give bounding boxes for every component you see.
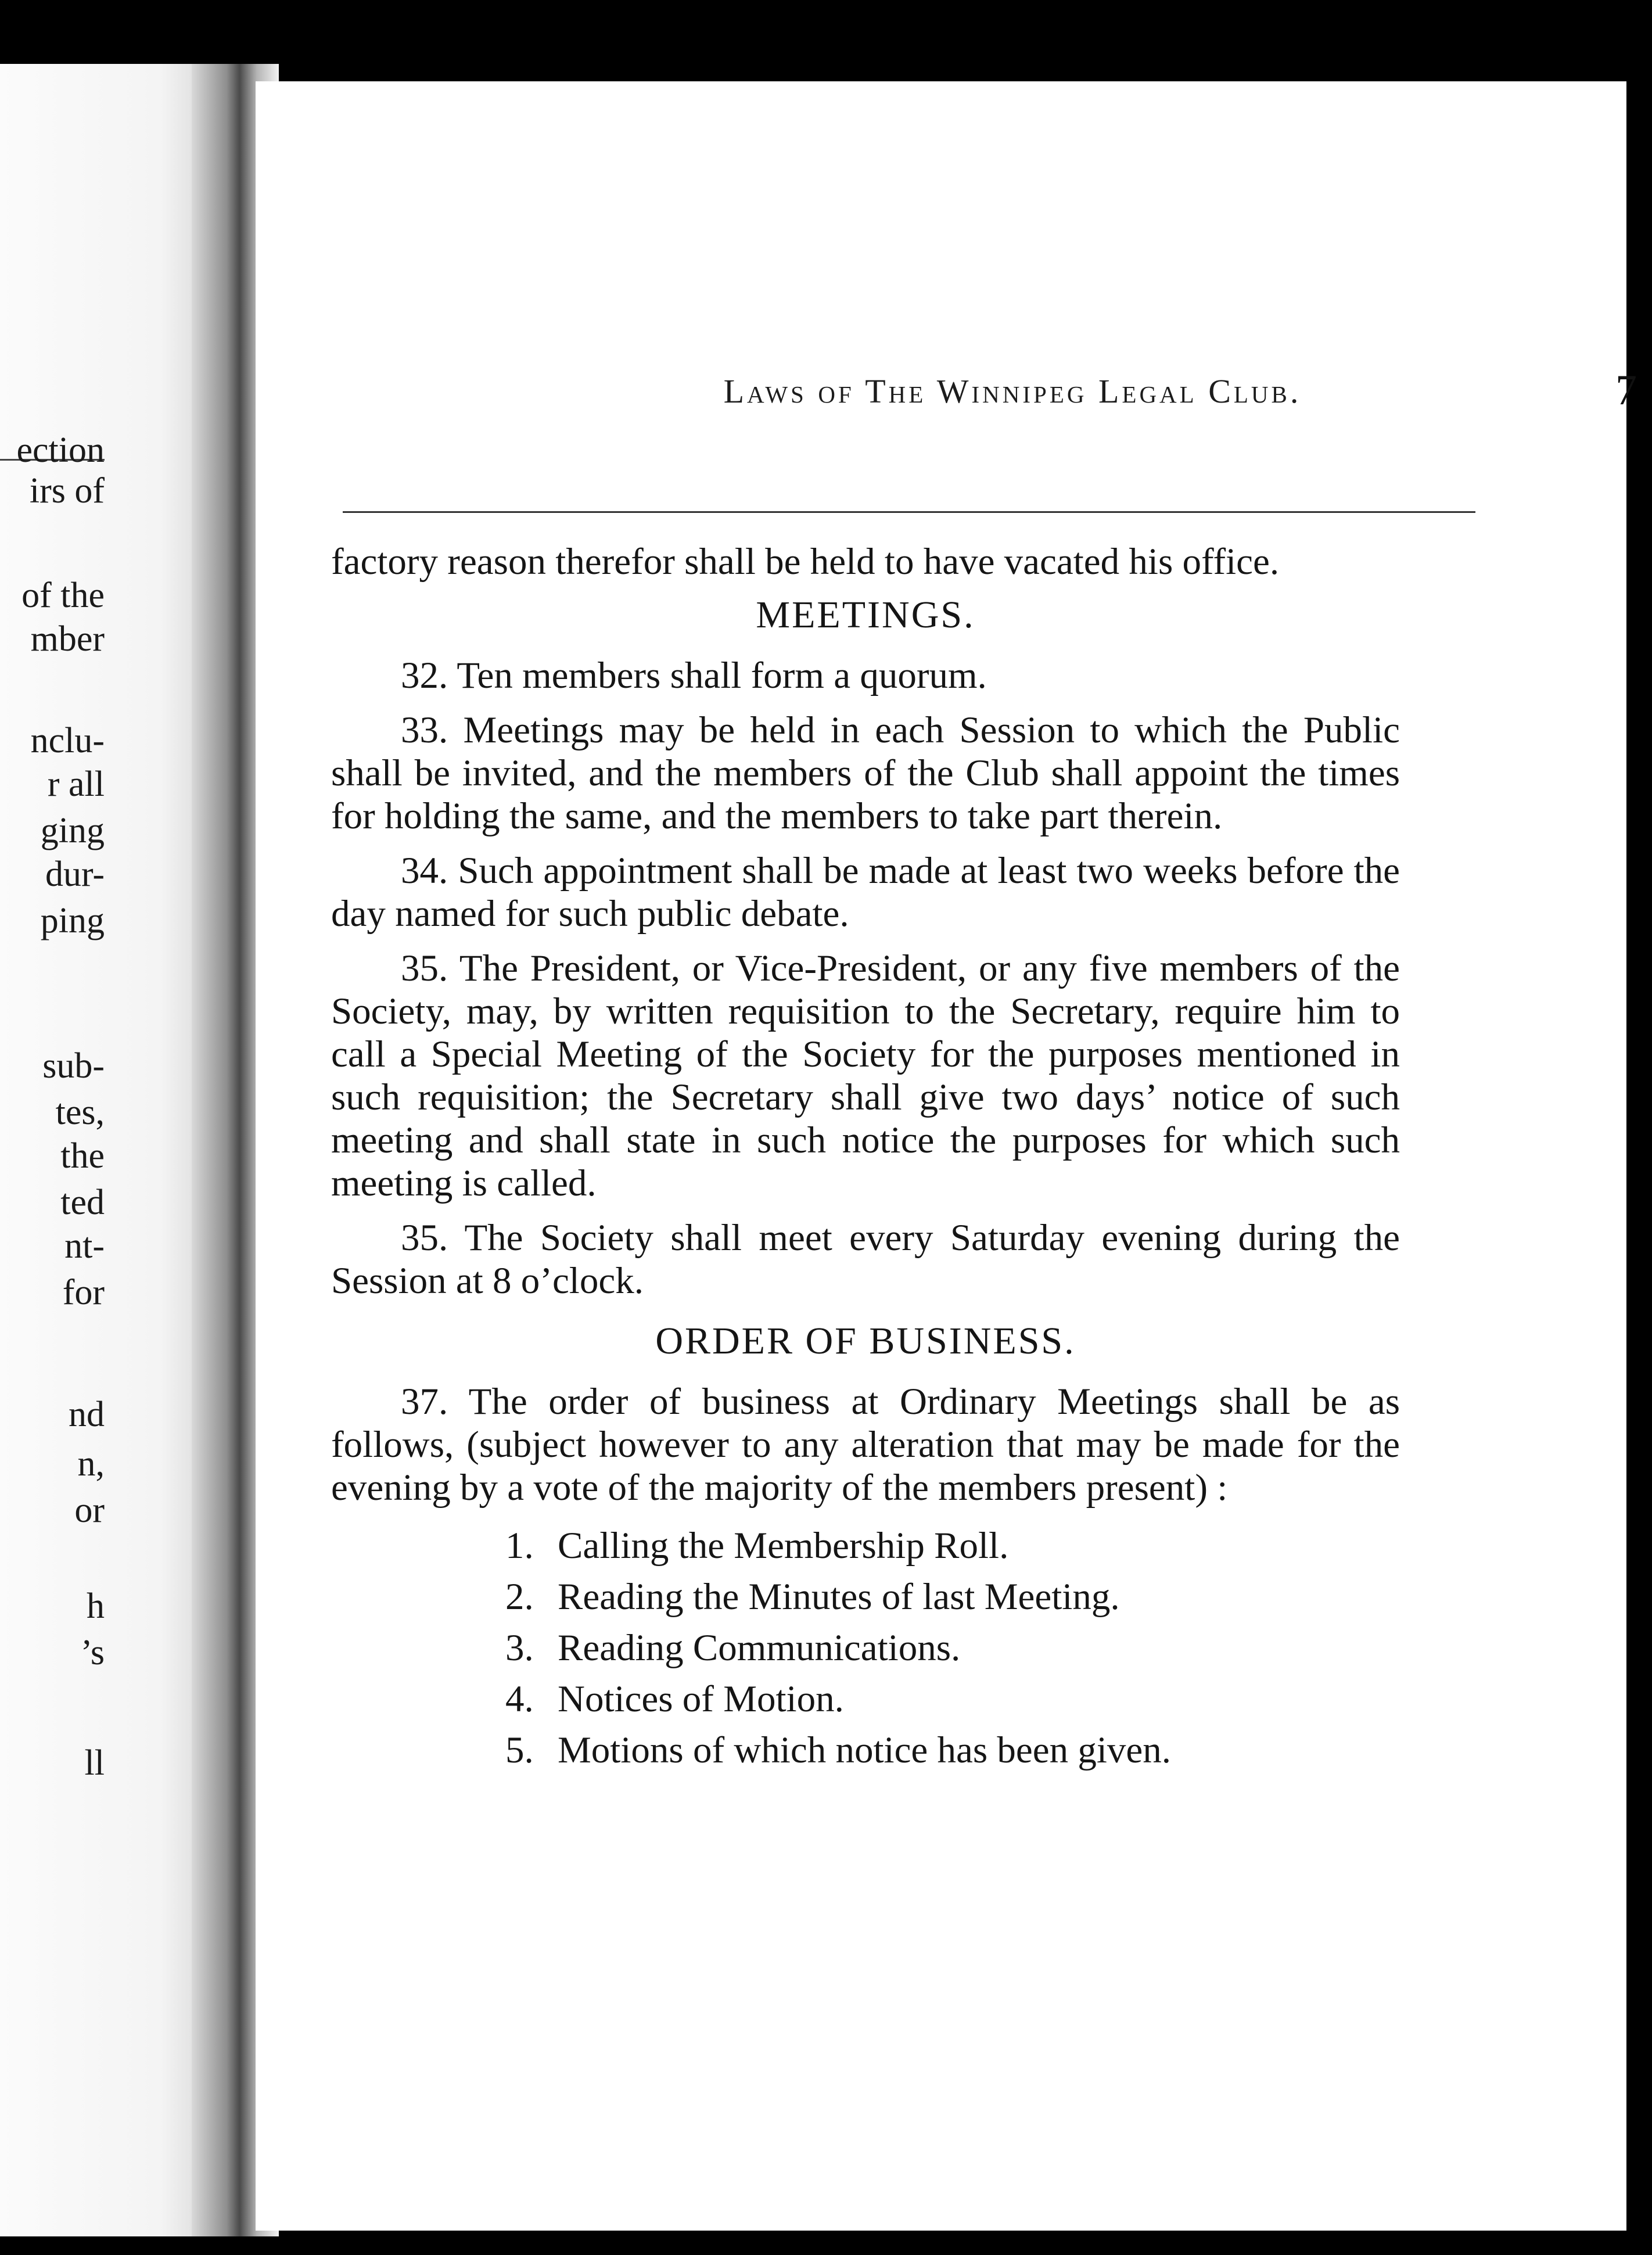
page-body [331, 540, 1400, 1780]
facing-page-fragment: tes, [55, 1093, 105, 1132]
list-item-number: 1. [505, 1525, 534, 1567]
facing-page-fragment: irs of [29, 471, 105, 511]
rule-36 [331, 1216, 1400, 1302]
running-head [493, 366, 1637, 436]
facing-page-fragment: ping [40, 901, 105, 940]
rule-number: 34. [401, 850, 448, 892]
list-item [505, 1575, 1400, 1618]
rule-text: The Society shall meet every Saturday evening during the Session at 8 o’clock. [331, 1217, 1400, 1302]
running-head-title: Laws of The Winnipeg Legal Club. [723, 372, 1302, 410]
rule-text: Meetings may be held in each Session to which the Public shall be invited, and the members of the Club shall appoint the times for holding the same, and the members to take part therein. [331, 709, 1400, 837]
list-item [505, 1729, 1400, 1772]
rule-34 [331, 849, 1400, 935]
facing-page-fragment: nclu- [30, 721, 105, 760]
list-item [505, 1678, 1400, 1721]
facing-page-fragment: for [62, 1273, 105, 1312]
main-page [256, 81, 1637, 2231]
facing-page-fragment: r all [47, 764, 105, 804]
section-heading-meetings: MEETINGS. [756, 594, 975, 636]
rule-33 [331, 709, 1400, 838]
facing-page-fragment: ’s [80, 1633, 105, 1672]
facing-page-fragment: mber [30, 619, 105, 659]
list-item [505, 1626, 1400, 1669]
rule-text: The order of business at Ordinary Meetings shall be as follows, (subject however to any alteration that may be made for the evening by a vote of the majority of the members present) : [331, 1381, 1400, 1509]
facing-page-fragment: or [74, 1491, 105, 1530]
facing-page-fragment: h [87, 1586, 105, 1626]
list-item-number: 3. [505, 1627, 534, 1669]
facing-page-fragment: n, [77, 1444, 105, 1484]
rule-text: Ten members shall form a quorum. [457, 655, 987, 696]
rule-35 [331, 947, 1400, 1205]
rule-number: 35. [401, 1217, 448, 1259]
list-item-number: 2. [505, 1576, 534, 1618]
list-item-number: 4. [505, 1678, 534, 1720]
facing-page-fragment: ging [40, 811, 105, 850]
facing-page-fragment: the [60, 1136, 105, 1176]
facing-page-fragment: ted [60, 1183, 105, 1222]
facing-page-fragment: nt- [64, 1226, 105, 1266]
facing-page-fragment: ll [84, 1743, 105, 1783]
facing-page-fragment: dur- [45, 854, 105, 894]
rule-number: 33. [401, 709, 448, 751]
list-item-text: Motions of which notice has been given. [558, 1729, 1172, 1771]
section-heading-order-of-business: ORDER OF BUSINESS. [655, 1320, 1076, 1362]
rule-text: Such appointment shall be made at least two weeks before the day named for such public debate. [331, 850, 1400, 935]
rule-32 [331, 654, 1400, 697]
rule-number: 32. [401, 655, 448, 696]
facing-page-fragment: sub- [42, 1046, 105, 1086]
order-of-business-list [331, 1524, 1400, 1772]
page-number: 7 [1615, 367, 1637, 414]
rule-number: 37. [401, 1381, 448, 1423]
facing-page-fragment: nd [69, 1395, 105, 1434]
list-item-number: 5. [505, 1729, 534, 1771]
rule-text: The President, or Vice-President, or any five members of the Society, may, by written requisition to the Secretary, require him to call a Special Meeting of the Society for the purposes mentioned in such requisition; the Secretary shall give two days’ notice of such meeting and shall state in such notice the purposes for which such meeting is called. [331, 947, 1400, 1204]
rule-37 [331, 1380, 1400, 1509]
facing-page-fragment: of the [21, 576, 105, 615]
list-item [505, 1524, 1400, 1567]
continuation-paragraph: factory reason therefor shall be held to have vacated his office. [331, 541, 1280, 583]
list-item-text: Notices of Motion. [558, 1678, 844, 1720]
list-item-text: Reading Communications. [558, 1627, 961, 1669]
facing-page-fragment: ection [16, 430, 105, 470]
list-item-text: Calling the Membership Roll. [558, 1525, 1009, 1567]
list-item-text: Reading the Minutes of last Meeting. [558, 1576, 1120, 1618]
running-head-rule [343, 511, 1475, 513]
rule-number: 35. [401, 947, 448, 989]
